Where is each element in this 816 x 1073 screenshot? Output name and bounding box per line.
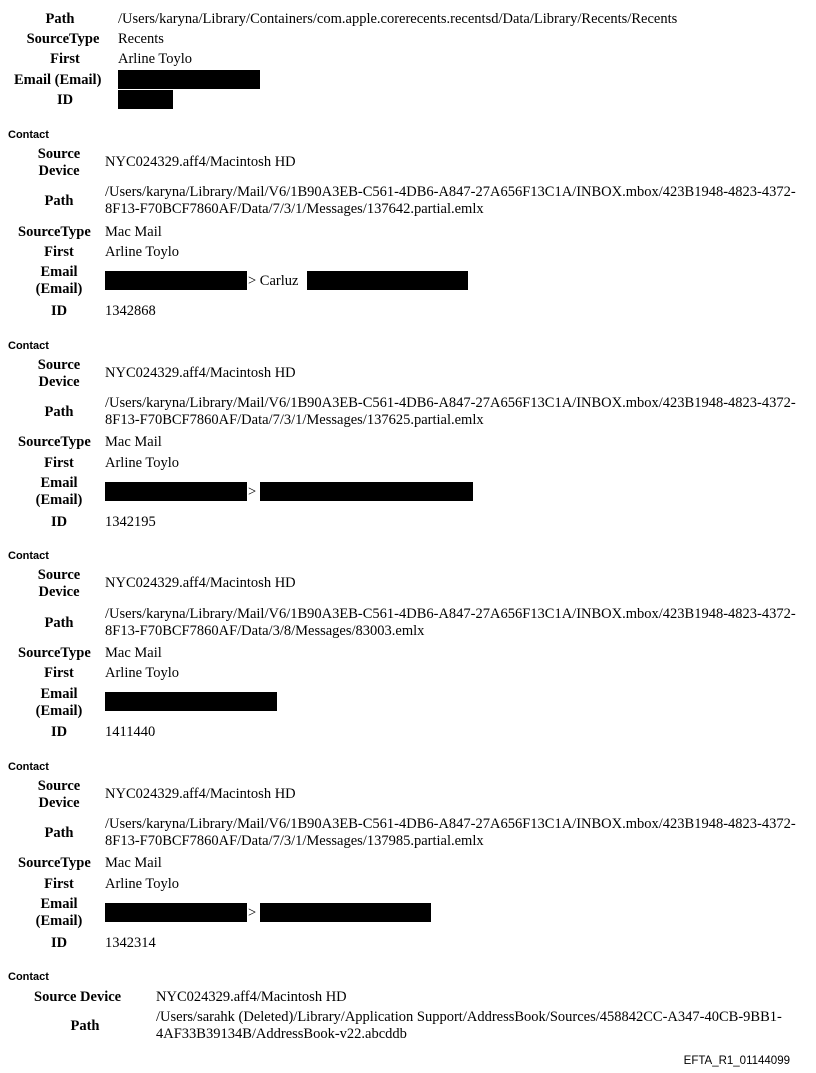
source-device-label: Source Device bbox=[37, 357, 81, 390]
contact-header: Contact bbox=[8, 340, 49, 352]
sourcetype-label: SourceType bbox=[18, 855, 91, 871]
source-device-label: Source Device bbox=[37, 778, 81, 811]
first-value: Arline Toylo bbox=[105, 665, 180, 681]
sourcetype-value: Recents bbox=[118, 31, 164, 47]
first-value: Arline Toylo bbox=[118, 51, 193, 67]
sourcetype-label: SourceType bbox=[18, 434, 91, 450]
sourcetype-label: SourceType bbox=[18, 645, 91, 661]
email-label: Email (Email) bbox=[35, 264, 83, 297]
source-device-label: Source Device bbox=[37, 146, 81, 179]
first-value: Arline Toylo bbox=[105, 876, 180, 892]
first-label: First bbox=[44, 665, 74, 681]
first-label: First bbox=[44, 244, 74, 260]
id-label: ID bbox=[50, 724, 68, 740]
redaction-block bbox=[307, 271, 468, 290]
email-text: > bbox=[248, 484, 257, 500]
path-value: /Users/karyna/Library/Mail/V6/1B90A3EB-C561-4DB6-A847-27A656F13C1A/INBOX.mbox/423B1948-4823-4372-8F13-F70BCF7860AF/Data/3/8/Messages/83003.emlx bbox=[105, 606, 796, 639]
first-value: Arline Toylo bbox=[105, 244, 180, 260]
path-label: Path bbox=[44, 193, 74, 209]
document-id-footer: EFTA_R1_01144099 bbox=[683, 1055, 790, 1067]
email-label: Email (Email) bbox=[35, 686, 83, 719]
redaction-block bbox=[118, 90, 173, 109]
email-label: Email (Email) bbox=[35, 475, 83, 508]
sourcetype-value: Mac Mail bbox=[105, 434, 162, 450]
id-value: 1411440 bbox=[105, 724, 156, 740]
source-device-label: Source Device bbox=[37, 567, 81, 600]
first-label: First bbox=[50, 51, 80, 67]
contact-header: Contact bbox=[8, 971, 49, 983]
path-label: Path bbox=[45, 11, 75, 27]
first-label: First bbox=[44, 876, 74, 892]
redaction-block bbox=[105, 271, 247, 290]
id-label: ID bbox=[56, 92, 74, 108]
redaction-block bbox=[260, 482, 473, 501]
sourcetype-value: Mac Mail bbox=[105, 224, 162, 240]
source-device-value: NYC024329.aff4/Macintosh HD bbox=[156, 989, 347, 1005]
sourcetype-label: SourceType bbox=[26, 31, 100, 47]
source-device-value: NYC024329.aff4/Macintosh HD bbox=[105, 575, 296, 591]
sourcetype-value: Mac Mail bbox=[105, 855, 162, 871]
first-value: Arline Toylo bbox=[105, 455, 180, 471]
first-label: First bbox=[44, 455, 74, 471]
path-label: Path bbox=[44, 404, 74, 420]
source-device-value: NYC024329.aff4/Macintosh HD bbox=[105, 365, 296, 381]
email-label: Email (Email) bbox=[14, 72, 102, 88]
sourcetype-label: SourceType bbox=[18, 224, 91, 240]
source-device-value: NYC024329.aff4/Macintosh HD bbox=[105, 786, 296, 802]
id-label: ID bbox=[50, 935, 68, 951]
id-label: ID bbox=[50, 514, 68, 530]
redaction-block bbox=[105, 482, 247, 501]
id-value: 1342868 bbox=[105, 303, 156, 319]
path-value: /Users/karyna/Library/Mail/V6/1B90A3EB-C561-4DB6-A847-27A656F13C1A/INBOX.mbox/423B1948-4823-4372-8F13-F70BCF7860AF/Data/7/3/1/Messages/137642.partial.emlx bbox=[105, 184, 796, 217]
id-label: ID bbox=[50, 303, 68, 319]
path-value: /Users/karyna/Library/Mail/V6/1B90A3EB-C561-4DB6-A847-27A656F13C1A/INBOX.mbox/423B1948-4823-4372-8F13-F70BCF7860AF/Data/7/3/1/Messages/137625.partial.emlx bbox=[105, 395, 796, 428]
path-label: Path bbox=[44, 825, 74, 841]
redaction-block bbox=[105, 692, 277, 711]
redaction-block bbox=[260, 903, 431, 922]
id-value: 1342195 bbox=[105, 514, 156, 530]
contact-header: Contact bbox=[8, 761, 49, 773]
path-value: /Users/karyna/Library/Containers/com.apple.corerecents.recentsd/Data/Library/Recents/Recents bbox=[118, 11, 678, 27]
contact-header: Contact bbox=[8, 129, 49, 141]
path-value: /Users/sarahk (Deleted)/Library/Application Support/AddressBook/Sources/458842CC-A347-40CB-9BB1-4AF33B39134B/AddressBook-v22.abcddb bbox=[156, 1009, 782, 1042]
redaction-block bbox=[118, 70, 260, 89]
source-device-value: NYC024329.aff4/Macintosh HD bbox=[105, 154, 296, 170]
path-label: Path bbox=[44, 615, 74, 631]
id-value: 1342314 bbox=[105, 935, 156, 951]
source-device-label: Source Device bbox=[34, 989, 122, 1005]
contact-header: Contact bbox=[8, 550, 49, 562]
email-text: > Carluz bbox=[248, 273, 299, 289]
email-text: > bbox=[248, 905, 257, 921]
email-label: Email (Email) bbox=[35, 896, 83, 929]
path-label: Path bbox=[70, 1018, 100, 1034]
sourcetype-value: Mac Mail bbox=[105, 645, 162, 661]
path-value: /Users/karyna/Library/Mail/V6/1B90A3EB-C561-4DB6-A847-27A656F13C1A/INBOX.mbox/423B1948-4823-4372-8F13-F70BCF7860AF/Data/7/3/1/Messages/137985.partial.emlx bbox=[105, 816, 796, 849]
redaction-block bbox=[105, 903, 247, 922]
